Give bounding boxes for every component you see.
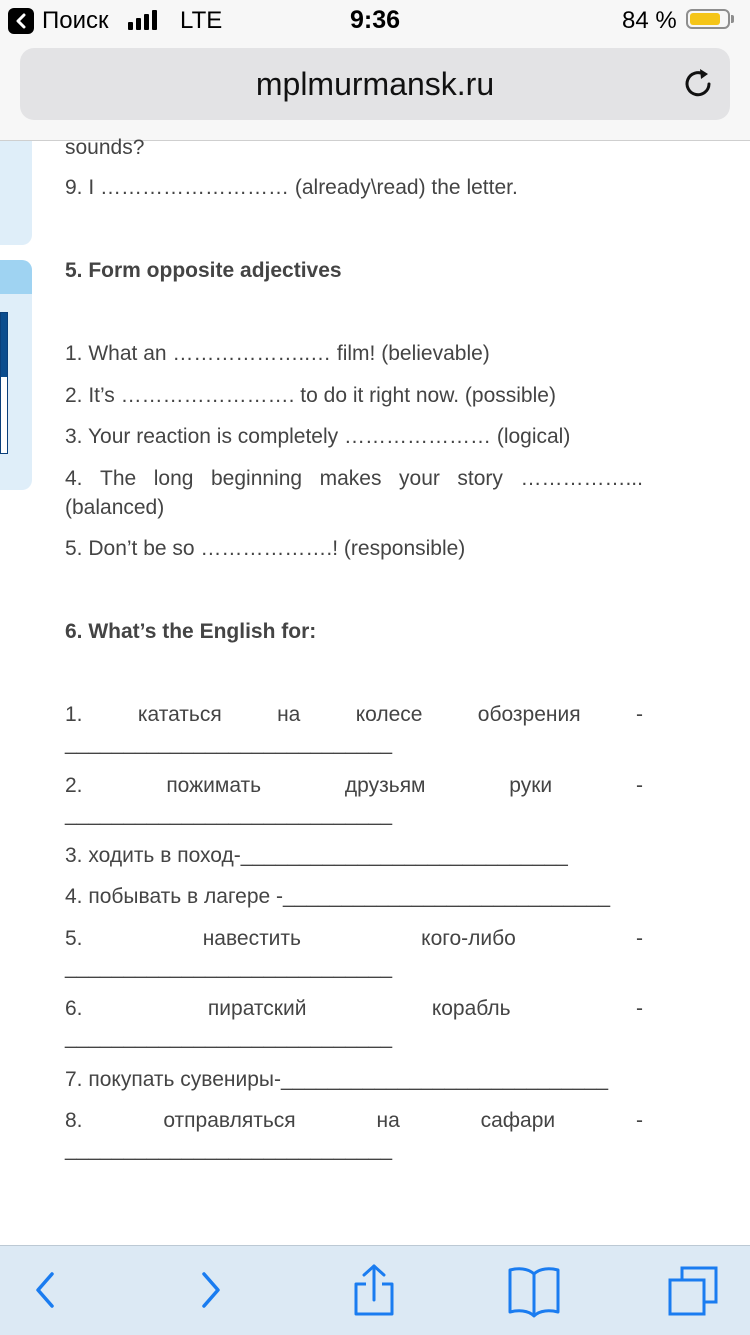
tabs-icon[interactable]	[666, 1264, 722, 1323]
section5-title: 5. Form opposite adjectives	[65, 259, 342, 282]
section5-item-5: 5. Don’t be so ……………….! (responsible)	[65, 537, 466, 560]
previous-tail-text: sounds?	[65, 136, 145, 159]
section6-title: 6. What’s the English for:	[65, 620, 317, 643]
section6-item-8	[65, 1106, 643, 1135]
word: makes	[319, 467, 382, 490]
answer-line-1: ____________________________	[65, 732, 393, 755]
section6-item-4: 4. побывать в лагере -____________________________	[65, 885, 611, 908]
side-panel-header	[0, 260, 32, 294]
side-ad-panel[interactable]	[0, 260, 32, 490]
clock: 9:36	[349, 6, 401, 34]
previous-item-9: 9. I ……………………… (already\read) the letter.	[65, 176, 518, 199]
word: на	[277, 703, 301, 726]
word: beginning	[211, 467, 303, 490]
word: -	[635, 703, 643, 726]
section5-item-4	[65, 464, 643, 493]
word: long	[153, 467, 194, 490]
battery-cap	[731, 15, 734, 23]
word: кого-либо	[421, 927, 516, 950]
word: сафари	[480, 1109, 556, 1132]
section6-item-2	[65, 771, 643, 800]
word: 8.	[65, 1109, 83, 1132]
browser-toolbar	[0, 1245, 750, 1335]
address-bar[interactable]	[20, 48, 730, 120]
word: 2.	[65, 774, 83, 797]
bookmarks-icon[interactable]	[506, 1264, 562, 1323]
word: кататься	[137, 703, 222, 726]
word: обозрения	[477, 703, 581, 726]
word: руки	[509, 774, 553, 797]
word: 1.	[65, 703, 83, 726]
section6-item-7: 7. покупать сувениры-____________________________	[65, 1068, 609, 1091]
answer-line-5: ____________________________	[65, 956, 393, 979]
word: корабль	[431, 997, 511, 1020]
word: на	[376, 1109, 400, 1132]
side-banner-image	[0, 312, 8, 454]
battery-fill	[690, 13, 720, 25]
word: 6.	[65, 997, 83, 1020]
carrier-label: LTE	[180, 7, 223, 34]
word: пиратский	[207, 997, 307, 1020]
section5-item-2: 2. It’s ……………………. to do it right now. (possible)	[65, 384, 556, 407]
back-icon[interactable]	[30, 1264, 60, 1319]
battery-icon	[686, 9, 730, 29]
forward-icon[interactable]	[196, 1264, 226, 1319]
word: -	[635, 997, 643, 1020]
section5-item-3: 3. Your reaction is completely ………………… (logical)	[65, 425, 571, 448]
word: пожимать	[166, 774, 262, 797]
answer-line-2: ____________________________	[65, 803, 393, 826]
word: -	[635, 774, 643, 797]
share-icon[interactable]	[350, 1264, 398, 1323]
section6-item-6	[65, 994, 643, 1023]
battery-percent: 84 %	[622, 7, 677, 34]
section5-item-1: 1. What an ………………..… film! (believable)	[65, 342, 490, 365]
section5-item-4-cont: (balanced)	[65, 496, 165, 519]
section6-item-1	[65, 700, 643, 729]
word: 5.	[65, 927, 83, 950]
answer-line-8: ____________________________	[65, 1138, 393, 1161]
word: The	[100, 467, 137, 490]
section6-item-3: 3. ходить в поход-____________________________	[65, 844, 568, 867]
browser-chrome	[0, 0, 750, 141]
word: ……………...	[520, 467, 643, 490]
word: колесе	[355, 703, 423, 726]
word: 4.	[65, 467, 83, 490]
back-app-label: Поиск	[42, 7, 109, 34]
word: отправляться	[163, 1109, 296, 1132]
word: your	[399, 467, 440, 490]
word: друзьям	[344, 774, 426, 797]
side-panel	[0, 141, 32, 245]
answer-line-6: ____________________________	[65, 1026, 393, 1049]
section6-item-5	[65, 924, 643, 953]
word: -	[635, 1109, 643, 1132]
word: story	[457, 467, 503, 490]
word: навестить	[202, 927, 301, 950]
status-bar	[0, 0, 750, 40]
url-text[interactable]: mplmurmansk.ru	[255, 66, 495, 102]
word: -	[636, 927, 643, 950]
reload-icon[interactable]	[680, 66, 716, 107]
